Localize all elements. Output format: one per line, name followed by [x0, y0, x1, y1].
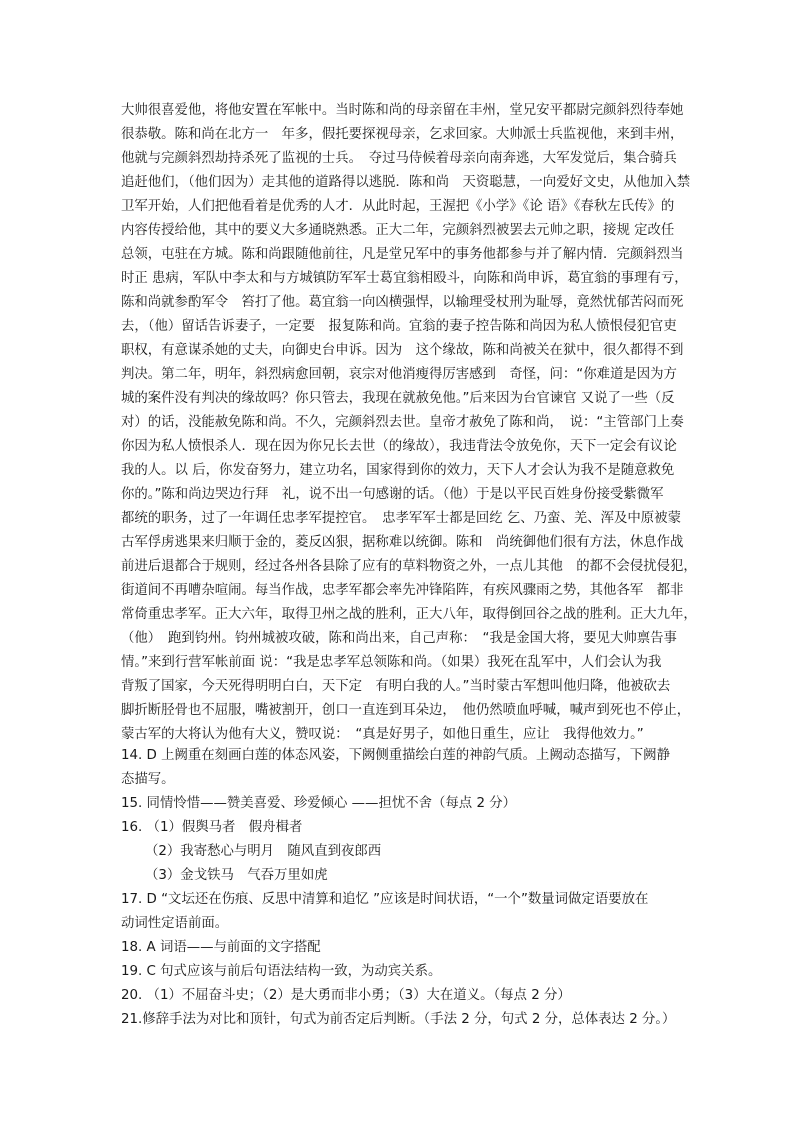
passage-line: 职权，有意谋杀她的丈夫，向御史台申诉。因为 这个缘故，陈和尚被关在狱中，很久都得不到: [121, 343, 684, 358]
answer-19: 19. C 句式应该与前后句语法结构一致，为动宾关系。: [121, 964, 442, 979]
passage-line: 脚折断胫骨也不屈服，嘴被割开，创口一直连到耳朵边， 他仍然喷血呼喊，喊声到死也不停止，: [121, 703, 691, 718]
passage-line: 去，（他）留话告诉妻子，一定要 报复陈和尚。宜翁的妻子控告陈和尚因为私人愤恨侵犯官吏: [121, 319, 677, 334]
passage-line: 判决。第二年，明年，斜烈病愈回朝，哀宗对他消瘦得厉害感到 奇怪，问：“你难道是因为方: [121, 367, 677, 382]
answer-20: 20. （1）不屈奋斗史；（2）是大勇而非小勇；（3）大在道义。（每点 2 分）: [121, 988, 571, 1003]
passage-line: 卫军开始，人们把他看着是优秀的人才．从此时起，王渥把《小学》《论 语》《春秋左氏传》的: [121, 199, 675, 214]
passage-line: 陈和尚就参酌军令 笞打了他。葛宜翁一向凶横强悍，以输理受杖刑为耻辱，竟然忧郁苦闷而死: [121, 295, 684, 310]
answer-18: 18. A 词语——与前面的文字搭配: [121, 940, 321, 955]
answer-14: 14. D 上阙重在刻画白莲的体态风姿，下阙侧重描绘白莲的神韵气质。上阙动态描写，下阙静: [121, 748, 670, 763]
passage-line: 很恭敬。陈和尚在北方一 年多，假托要探视母亲，乞求回家。大帅派士兵监视他，来到丰州，: [121, 127, 684, 142]
answer-17: 17. D “文坛还在伤痕、反思中清算和追忆 ”应该是时间状语，“一个”数量词做定语要放在: [121, 892, 649, 907]
passage-line: （他） 跑到钧州。钧州城被攻破，陈和尚出来，自己声称： “我是金国大将，要见大帅禀告事: [121, 631, 677, 646]
answer-15: 15. 同情怜惜——赞美喜爱、珍爱倾心 ——担忧不舍（每点 2 分）: [121, 796, 516, 811]
passage-line: 内容传授给他，其中的要义大多通晓熟悉。正大二年，完颜斜烈被罢去元帅之职，接规 定改任: [121, 223, 675, 238]
passage-line: 情。”来到行营军帐前面 说：“我是忠孝军总领陈和尚。（如果）我死在乱军中，人们会认为我: [121, 655, 662, 670]
passage-line: 我的人。以 后，你发奋努力，建立功名，国家得到你的效力，天下人才会认为我不是随意救免: [121, 463, 675, 478]
passage-line: 时正 患病，军队中李太和与方城镇防军军士葛宜翁相殴斗，向陈和尚申诉，葛宜翁的事理有亏，: [121, 271, 688, 286]
passage-line: 背叛了国家，今天死得明明白白，天下定 有明白我的人。”当时蒙古军想叫他归降，他被砍去: [121, 679, 671, 694]
answer-14-continued: 态描写。: [121, 772, 175, 787]
passage-line: 都统的职务，过了一年调任忠孝军提控官。 忠孝军军士都是回纥 乞、乃蛮、羌、浑及中原被蒙: [121, 511, 681, 526]
passage-line: 你因为私人愤恨杀人．现在因为你兄长去世（的缘故），我违背法令放免你，天下一定会有议论: [121, 439, 677, 454]
passage-line: 大帅很喜爱他，将他安置在军帐中。当时陈和尚的母亲留在丰州，堂兄安平都尉完颜斜烈待奉她: [121, 103, 684, 118]
answer-16: 16. （1）假舆马者 假舟楫者: [121, 820, 303, 835]
passage-line: 你的。”陈和尚边哭边行拜 礼，说不出一句感谢的话。（他）于是以平民百姓身份接受紫微军: [121, 487, 664, 502]
passage-line: 城的案件没有判决的缘故吗？你只管去，我现在就赦免他。”后来因为台官谏官 又说了一些（反: [121, 391, 675, 406]
passage-line: 追赶他们，（他们因为）走其他的道路得以逃脱．陈和尚 天资聪慧，一向爱好文史，从他加入禁: [121, 175, 691, 190]
passage-line: 常倚重忠孝军。正大六年，取得卫州之战的胜利，正大八年，取得倒回谷之战的胜利。正大九年，: [121, 607, 697, 622]
answer-16-part-3: （3）金戈铁马 气吞万里如虎: [145, 868, 328, 883]
passage-line: 他就与完颜斜烈劫持杀死了监视的士兵。 夺过马侍候着母亲向南奔逃，大军发觉后，集合骑兵: [121, 151, 677, 166]
passage-line: 对）的话，没能赦免陈和尚。不久，完颜斜烈去世。皇帝才赦免了陈和尚， 说：“主管部门上奏: [121, 415, 684, 430]
answer-16-part-2: （2）我寄愁心与明月 随风直到夜郎西: [145, 844, 382, 859]
passage-line: 前进后退都合于规则，经过各州各县除了应有的草料物资之外，一点儿其他 的都不会侵扰侵犯，: [121, 559, 697, 574]
answer-21: 21.修辞手法为对比和顶针，句式为前否定后判断。（手法 2 分，句式 2 分，总体表达 2 分。）: [121, 1012, 676, 1027]
answer-17-continued: 动词性定语前面。: [121, 916, 229, 931]
passage-line: 街道间不再嘈杂喧闹。每当作战，忠孝军都会率先冲锋陷阵，有疾风骤雨之势，其他各军 都非: [121, 583, 684, 598]
passage-line: 蒙古军的大将认为他有大义，赞叹说： “真是好男子，如他日重生，应让 我得他效力。”: [121, 727, 644, 742]
passage-line: 总领，屯驻在方城。陈和尚跟随他前往，凡是堂兄军中的事务他都参与并了解内情．完颜斜烈当: [121, 247, 684, 262]
passage-line: 古军俘虏逃果来归顺于金的，菱反凶狠，据称难以统御。陈和 尚统御他们很有方法，休息作战: [121, 535, 684, 550]
